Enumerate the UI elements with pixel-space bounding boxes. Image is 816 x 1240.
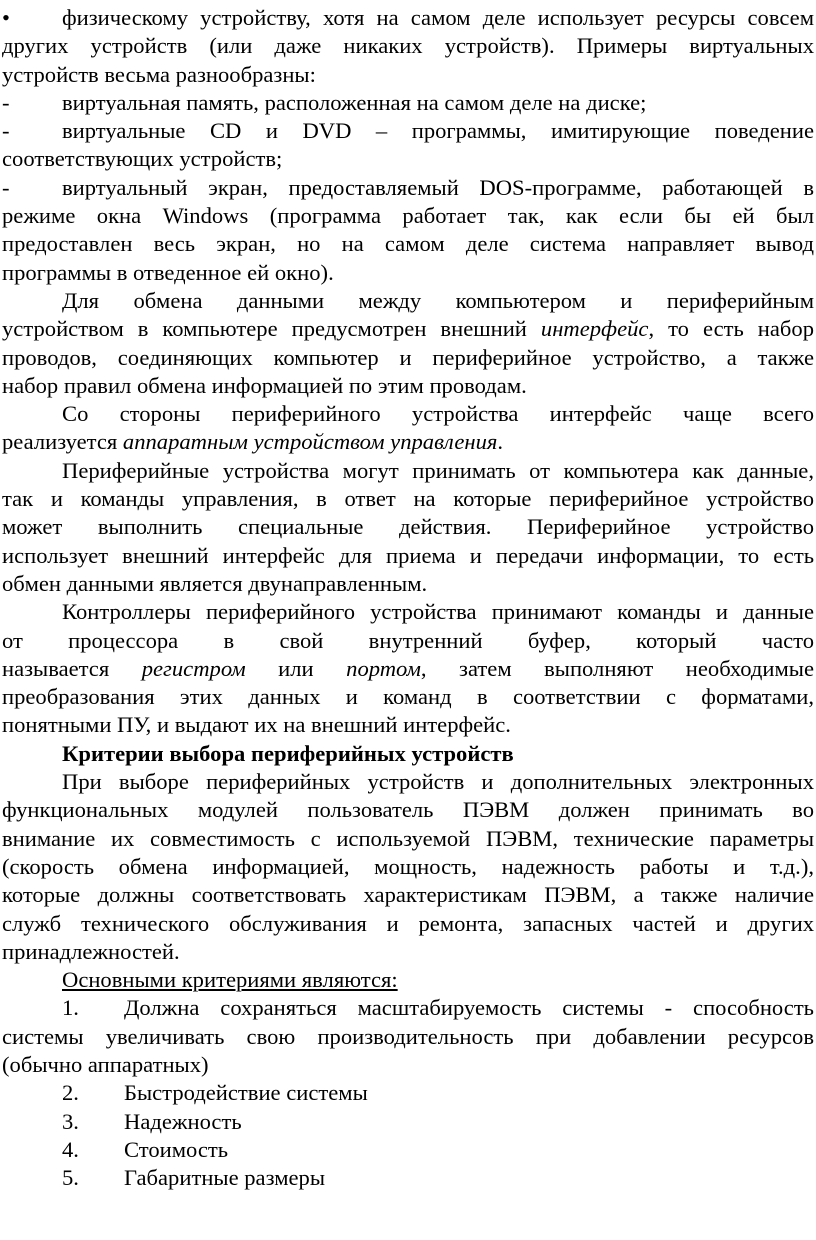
text-fragment: или (245, 655, 347, 681)
text-fragment: Периферийные устройства могут принимать от компьютера как данные, (62, 457, 814, 483)
text-line (2, 315, 814, 343)
text-line (2, 627, 814, 655)
text-line (2, 344, 814, 372)
text-fragment: виртуальная память, расположенная на самом деле на диске; (62, 89, 647, 115)
text-fragment: обмен данными является двунаправленным. (2, 570, 428, 596)
list-marker: - (2, 118, 10, 144)
text-fragment: виртуальный экран, предоставляемый DOS-программе, работающей в (62, 174, 814, 200)
text-line (2, 740, 814, 768)
list-marker: 5. (62, 1165, 79, 1191)
text-line (2, 910, 814, 938)
text-line (2, 174, 814, 202)
text-fragment: может выполнить специальные действия. Периферийное устройство (2, 514, 814, 540)
text-line (2, 542, 814, 570)
text-fragment: Габаритные размеры (124, 1165, 325, 1191)
text-line (2, 825, 814, 853)
text-line (2, 768, 814, 796)
text-line (2, 4, 814, 32)
text-line (2, 966, 814, 994)
text-fragment: (обычно аппаратных) (2, 1051, 209, 1077)
text-fragment: Для обмена данными между компьютером и периферийным (62, 287, 814, 313)
text-line (2, 655, 814, 683)
text-line (2, 1023, 814, 1051)
text-line (2, 485, 814, 513)
text-line (2, 287, 814, 315)
text-line (2, 881, 814, 909)
italic-term: интерфейс (540, 316, 649, 342)
text-line (2, 230, 814, 258)
text-fragment: так и команды управления, в ответ на которые периферийное устройство (2, 486, 814, 512)
text-line (2, 1108, 814, 1136)
text-fragment: понятными ПУ, и выдают их на внешний интерфейс. (2, 712, 511, 738)
text-fragment: программы в отведенное ей окно). (2, 259, 334, 285)
italic-term: регистром (141, 655, 246, 681)
text-fragment: называется (2, 655, 142, 681)
text-fragment: устройств весьма разнообразны: (2, 61, 316, 87)
text-line (2, 1164, 814, 1192)
text-fragment: реализуется (2, 429, 123, 455)
text-fragment: устройством в компьютере предусмотрен внешний (2, 316, 541, 342)
text-line (2, 117, 814, 145)
text-fragment: предоставлен весь экран, но на самом деле система направляет вывод (2, 231, 814, 257)
list-marker: - (2, 89, 10, 115)
text-fragment: соответствующих устройств; (2, 146, 283, 172)
underlined-text: Основными критериями являются: (62, 967, 398, 993)
text-line (2, 994, 814, 1022)
text-fragment: которые должны соответствовать характеристикам ПЭВМ, а также наличие (2, 882, 814, 908)
list-marker: • (2, 5, 10, 30)
text-fragment: При выборе периферийных устройств и дополнительных электронных (62, 769, 814, 795)
text-fragment: набор правил обмена информацией по этим проводам. (2, 372, 527, 398)
section-heading: Критерии выбора периферийных устройств (62, 740, 514, 766)
list-marker: 1. (62, 995, 79, 1021)
text-line (2, 457, 814, 485)
text-line (2, 513, 814, 541)
text-line (2, 202, 814, 230)
text-fragment: Надежность (124, 1108, 242, 1134)
text-fragment: Должна сохраняться масштабируемость системы - способность (124, 995, 814, 1021)
text-fragment: других устройств (или даже никаких устройств). Примеры виртуальных (2, 33, 814, 59)
text-fragment: , то есть набор (648, 316, 814, 342)
text-line (2, 570, 814, 598)
text-line (2, 1051, 814, 1079)
text-fragment: , затем выполняют необходимые (420, 655, 814, 681)
text-fragment: внимание их совместимость с используемой ПЭВМ, технические параметры (2, 825, 814, 851)
text-fragment: функциональных модулей пользователь ПЭВМ должен принимать во (2, 797, 814, 823)
text-fragment: режиме окна Windows (программа работает так, как если бы ей был (2, 203, 814, 229)
text-line (2, 853, 814, 881)
text-fragment: Быстродействие системы (124, 1080, 368, 1106)
text-line (2, 145, 814, 173)
text-fragment: от процессора в свой внутренний буфер, который часто (2, 627, 814, 653)
italic-term: аппаратным устройством управления (122, 429, 498, 455)
text-fragment: проводов, соединяющих компьютер и периферийное устройство, а также (2, 344, 814, 370)
text-line (2, 683, 814, 711)
text-fragment: Контроллеры периферийного устройства принимают команды и данные (62, 599, 814, 625)
text-line (2, 598, 814, 626)
text-fragment: принадлежностей. (2, 938, 180, 964)
text-fragment: использует внешний интерфейс для приема и передачи информации, то есть (2, 542, 814, 568)
text-line (2, 796, 814, 824)
italic-term: портом (346, 655, 421, 681)
text-fragment: Со стороны периферийного устройства интерфейс чаще всего (62, 401, 814, 427)
text-fragment: виртуальные CD и DVD – программы, имитирующие поведение (62, 118, 814, 144)
text-line (2, 1136, 814, 1164)
text-line (2, 89, 814, 117)
text-line (2, 938, 814, 966)
text-fragment: служб технического обслуживания и ремонта, запасных частей и других (2, 910, 814, 936)
text-fragment: физическому устройству, хотя на самом деле использует ресурсы совсем (62, 5, 814, 30)
text-line (2, 711, 814, 739)
list-marker: 2. (62, 1080, 79, 1106)
text-line (2, 428, 814, 456)
text-line (2, 259, 814, 287)
text-line (2, 32, 814, 60)
list-marker: 3. (62, 1108, 79, 1134)
text-fragment: (скорость обмена информацией, мощность, надежность работы и т.д.), (2, 853, 814, 879)
text-line (2, 372, 814, 400)
text-line (2, 400, 814, 428)
text-fragment: Стоимость (124, 1136, 229, 1162)
list-marker: 4. (62, 1136, 79, 1162)
text-line (2, 1079, 814, 1107)
text-fragment: преобразования этих данных и команд в соответствии с форматами, (2, 684, 814, 710)
text-line (2, 61, 814, 89)
text-fragment: системы увеличивать свою производительность при добавлении ресурсов (2, 1023, 814, 1049)
list-marker: - (2, 174, 10, 200)
text-fragment: . (497, 429, 504, 455)
